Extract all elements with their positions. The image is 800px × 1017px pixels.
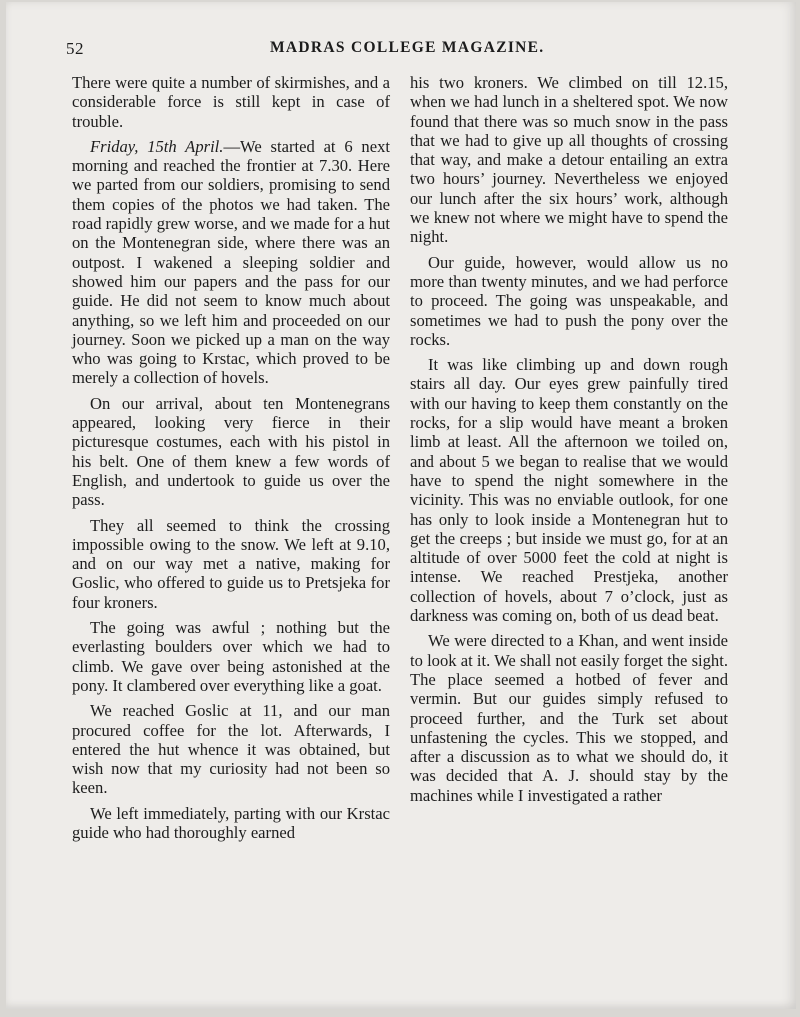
paragraph: There were quite a number of skirmishes, and a considerable force is still kept in case of trouble.	[72, 73, 390, 131]
paragraph: Our guide, however, would allow us no more than twenty minutes, and we had perforce to proceed. The going was unspeakable, and sometimes we had to push the pony over the rocks.	[410, 252, 728, 349]
page-number: 52	[66, 39, 84, 58]
paragraph: We reached Goslic at 11, and our man procured coffee for the lot. Afterwards, I entered the hut whence it was obtained, but wish now that my curiosity had not been so keen.	[72, 701, 390, 798]
page-header	[0, 39, 800, 63]
paragraph: his two kroners. We climbed on till 12.15, when we had lunch in a sheltered spot. We now found that there was so much snow in the pass that we had to give up all thoughts of crossing that way, and make a detour entailing an extra two hours’ journey. Nevertheless we enjoyed our lunch after the six hours’ work, although we knew not where we might have to spend the night.	[410, 73, 728, 247]
paragraph: They all seemed to think the crossing impossible owing to the snow. We left at 9.10, and on our way met a native, making for Goslic, who offered to guide us to Pretsjeka for four kroners.	[72, 515, 390, 612]
date-heading: Friday, 15th April.	[90, 136, 224, 156]
paragraph	[72, 137, 390, 388]
running-title: MADRAS COLLEGE MAGAZINE.	[270, 39, 545, 56]
right-column	[410, 73, 728, 811]
paragraph: We were directed to a Khan, and went inside to look at it. We shall not easily forget the sight. The place seemed a hotbed of fever and vermin. But our guides simply refused to proceed further, and the Turk set about unfastening the cycles. This we stopped, and after a discussion as to what we should do, it was decided that A. J. should stay by the machines while I investigated a rather	[410, 631, 728, 805]
paragraph: The going was awful ; nothing but the everlasting boulders over which we had to climb. We gave over being astonished at the pony. It clambered over everything like a goat.	[72, 618, 390, 695]
paragraph: On our arrival, about ten Montenegrans appeared, looking very fierce in their picturesque costumes, each with his pistol in his belt. One of them knew a few words of English, and undertook to guide us over the pass.	[72, 393, 390, 510]
paragraph-text: —We started at 6 next morning and reached the frontier at 7.30. Here we parted from our soldiers, promising to send them copies of the photos we had taken. The road rapidly grew worse, and we made for a hut on the Montenegran side, where there was an outpost. I wakened a sleeping soldier and showed him our papers and the pass for our guide. He did not seem to know much about anything, so we left him and proceeded on our journey. Soon we picked up a man on the way who was going to Krstac, which proved to be merely a collection of hovels.	[72, 136, 390, 388]
paragraph: It was like climbing up and down rough stairs all day. Our eyes grew painfully tired with our having to keep them constantly on the rocks, for a slip would have meant a broken limb at least. All the afternoon we toiled on, and about 5 we began to realise that we would have to spend the night somewhere in the vicinity. This was no enviable outlook, for one has only to look inside a Montenegran hut to get the creeps ; but inside we must go, for at an altitude of over 5000 feet the cold at night is intense. We reached Prestjeka, another collection of hovels, about 7 o’clock, just as darkness was coming on, both of us dead beat.	[410, 355, 728, 626]
left-column	[72, 73, 390, 848]
paragraph: We left immediately, parting with our Krstac guide who had thoroughly earned	[72, 803, 390, 842]
